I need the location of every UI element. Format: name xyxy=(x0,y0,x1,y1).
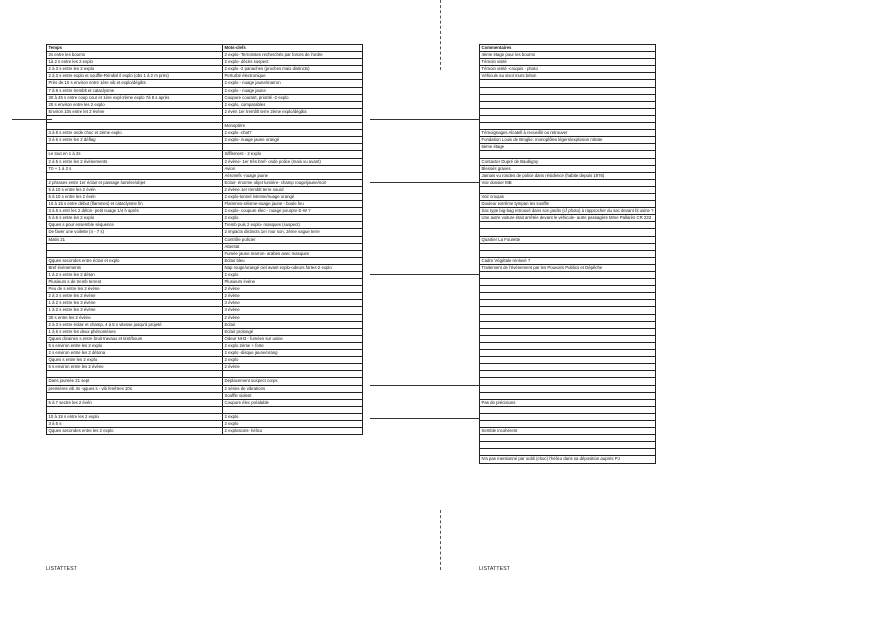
temps-cell: 5 à 10 s entre les 2 évén xyxy=(47,193,223,200)
temps-cell: 2 à 3 s entre les 2 explo xyxy=(47,66,223,73)
commentaire-cell: Jamais vu rondes de police dans résidence (habite depuis 1976) xyxy=(480,172,656,179)
commentaire-cell xyxy=(480,385,656,392)
table-row xyxy=(480,279,656,286)
commentaire-cell xyxy=(480,286,656,293)
commentaire-cell xyxy=(480,420,656,427)
table-row xyxy=(480,335,656,342)
commentaire-cell: Fondation Louis de Broglie: monoplôles légers/explosion nitrate xyxy=(480,137,656,144)
commentaire-cell: Sac type big-bag retrouvé dans son jardin (cf photo) à rapprocher du sac devant bl usine ? xyxy=(481,208,654,214)
commentaire-cell xyxy=(480,328,656,335)
table-row xyxy=(47,420,363,427)
mots-clefs-cell: 2 explo- Terroristes recherchés par forces de l'ordre xyxy=(223,52,363,59)
mots-clefs-cell: Eclair- énorme objet lumière- champ rouge/jaune/noir xyxy=(223,179,363,186)
table-row xyxy=(47,158,363,165)
temps-cell: T0 + 1 à 2 s xyxy=(47,165,223,172)
mots-clefs-cell: 2 séries de vibrations xyxy=(223,385,363,392)
table-row xyxy=(47,378,363,385)
temps-cell: Qques secondes entre les 2 explo xyxy=(47,428,223,435)
table-row xyxy=(47,371,363,378)
mots-clefs-cell: 2 explo - nuage jaune xyxy=(223,87,363,94)
commentaire-cell xyxy=(480,321,656,328)
mots-clefs-cell: Aéronefs -nuage jaune xyxy=(223,172,363,179)
table-row xyxy=(480,222,656,229)
table-row xyxy=(480,87,656,94)
mots-clefs-cell: 2 explo xyxy=(223,215,363,222)
table-row xyxy=(480,328,656,335)
separator-line xyxy=(370,119,480,120)
mots-clefs-cell: 2 évène xyxy=(223,314,363,321)
table-row xyxy=(480,456,656,463)
comments-table xyxy=(479,44,656,464)
mots-clefs-cell: Coupure courant, priorité -2 explo xyxy=(223,94,363,101)
table-row xyxy=(47,151,363,158)
commentaire-cell xyxy=(480,357,656,364)
table-row xyxy=(47,179,363,186)
mots-clefs-cell: 2 explo 2ème + forte xyxy=(223,342,363,349)
table-row xyxy=(480,442,656,449)
temps-cell: 1 à 2 s entre les 2 déton xyxy=(47,272,223,279)
table-row xyxy=(47,137,363,144)
mots-clefs-cell: Odeur NH3 - fumées sur usine xyxy=(223,335,363,342)
commentaire-cell xyxy=(480,80,656,87)
temps-cell: 2 à 3 s entre explo et souffle-Rèndisl il explo (obs 1 à 2 m près) xyxy=(47,73,223,80)
table-row xyxy=(480,144,656,151)
temps-cell: Peu de s entre les 2 évène xyxy=(47,286,223,293)
table-row xyxy=(47,335,363,342)
table-row xyxy=(480,186,656,193)
temps-cell: 1 à 5 s entre les deux phénomènes xyxy=(47,328,223,335)
table-row xyxy=(47,406,363,413)
table-row xyxy=(47,236,363,243)
mots-clefs-cell: 2 évène 1er tremblt terre sourd xyxy=(223,186,363,193)
table-row xyxy=(480,371,656,378)
commentaire-cell: Voir dossier MB xyxy=(480,179,656,186)
temps-cell: Le tout en 1 à 2s xyxy=(47,151,223,158)
table-row xyxy=(47,243,363,250)
mots-clefs-cell xyxy=(223,115,363,122)
table-row xyxy=(480,350,656,357)
temps-cell xyxy=(47,243,223,250)
mots-clefs-cell: 2 explo -2 panaches (proches mais distincts) xyxy=(223,66,363,73)
commentaire-cell: Véhicule au sisol murs béton xyxy=(480,73,656,80)
commentaire-cell: Pas de précisions xyxy=(480,399,656,406)
temps-cell: Qques s entre les 2 explo xyxy=(47,357,223,364)
header-mots-clefs: Mots-clefs xyxy=(223,45,363,52)
mots-clefs-cell: Eclair xyxy=(223,321,363,328)
table-row xyxy=(47,350,363,357)
table-row xyxy=(47,215,363,222)
mots-clefs-cell: Tremb puis 2 explo- masques (suspect) xyxy=(223,222,363,229)
temps-cell: 5 s environ entre les 2 explo xyxy=(47,342,223,349)
table-row xyxy=(480,172,656,179)
header-row xyxy=(480,45,656,52)
mots-clefs-cell: Avion xyxy=(223,165,363,172)
temps-cell: Près de 10 s environ entre 1ère vib et explo/dégâts xyxy=(47,80,223,87)
mots-clefs-cell: Coupure élec préalable xyxy=(223,399,363,406)
header-row xyxy=(47,45,363,52)
mots-clefs-cell: 3 évène xyxy=(223,300,363,307)
temps-cell: 30 s entre les 2 évène xyxy=(47,314,223,321)
temps-cell: Environ 10s entre let 2 évène xyxy=(47,108,223,115)
table-row xyxy=(47,399,363,406)
mots-clefs-cell: 2 évén 1er tremblt terre 2ème explo/dégâts xyxy=(223,108,363,115)
temps-cell xyxy=(47,172,223,179)
temps-cell: 20 s environ entre les 2 explo xyxy=(47,101,223,108)
commentaire-cell xyxy=(480,108,656,115)
table-row xyxy=(480,52,656,59)
table-row xyxy=(47,52,363,59)
commentaire-cell: Blessés graves xyxy=(480,165,656,172)
mots-clefs-cell: 3 évène xyxy=(223,307,363,314)
comments-table-body xyxy=(480,45,656,464)
temps-cell xyxy=(47,406,223,413)
commentaire-cell: Témoin visité -croquis - photo xyxy=(480,66,656,73)
mots-clefs-cell xyxy=(223,144,363,151)
temps-cell: premières vib 3s -qques s - vib fenêtres 10s xyxy=(47,385,223,392)
temps-cell: 5 à 10 s entre les 2 évén xyxy=(47,186,223,193)
commentaire-cell xyxy=(480,186,656,193)
table-row xyxy=(47,165,363,172)
temps-cell xyxy=(47,115,223,122)
table-row xyxy=(480,201,656,208)
table-row xyxy=(480,357,656,364)
commentaire-cell xyxy=(480,222,656,229)
commentaire-cell xyxy=(480,335,656,342)
table-row xyxy=(480,449,656,456)
table-row xyxy=(47,257,363,264)
table-row xyxy=(480,208,656,215)
table-row xyxy=(480,286,656,293)
table-row xyxy=(480,108,656,115)
temps-cell: 30 à 45 s entre coup cour et 1ère expl-2ème explo 7à 8 s après xyxy=(47,94,223,101)
mots-clefs-cell: 2 explo-tunnel intense/nuage orangé xyxy=(223,193,363,200)
commentaire-cell xyxy=(480,350,656,357)
mots-clefs-cell: 2 explo xyxy=(223,420,363,427)
commentaire-cell xyxy=(480,342,656,349)
commentaire-cell xyxy=(480,442,656,449)
table-row xyxy=(47,222,363,229)
mots-clefs-cell: 2 explo -chat? xyxy=(223,130,363,137)
commentaire-cell xyxy=(480,449,656,456)
table-row xyxy=(47,321,363,328)
commentaire-cell: Une autre voiture était arrêtée devant le véhicule- autre passagère Mme Pallarès CR 233 xyxy=(480,215,656,222)
table-row xyxy=(480,378,656,385)
table-row xyxy=(480,435,656,442)
mots-clefs-cell: 2 explo- nuage jaune orangé xyxy=(223,137,363,144)
commentaire-cell xyxy=(480,392,656,399)
fold-mark xyxy=(440,510,441,570)
temps-cell: 3 à 5 s entr les 2 déton- petit nuage 1/4 h après xyxy=(47,208,223,215)
table-row xyxy=(480,428,656,435)
table-row xyxy=(480,243,656,250)
mots-clefs-cell: Flammes-séisme-nuage jaune - boule feu xyxy=(223,201,363,208)
table-row xyxy=(47,101,363,108)
table-row xyxy=(47,87,363,94)
table-row xyxy=(480,165,656,172)
table-row xyxy=(47,115,363,122)
commentaire-cell xyxy=(480,101,656,108)
table-row xyxy=(47,201,363,208)
table-row xyxy=(47,193,363,200)
temps-cell: Plusieurs s de tremb terrest xyxy=(47,279,223,286)
commentaire-cell xyxy=(480,229,656,236)
mots-clefs-cell: 2 évène- 1er très bref- onde police (mais vu avant) xyxy=(223,158,363,165)
table-row xyxy=(47,208,363,215)
table-row xyxy=(480,321,656,328)
commentaire-cell: Traitement de l'évènement par les Pouvoirs Publics et Dépêche xyxy=(480,264,656,271)
table-row xyxy=(480,73,656,80)
temps-cell: 7 à 8 s entre tremblt et cataclysme xyxy=(47,87,223,94)
table-row xyxy=(47,272,363,279)
table-row xyxy=(47,364,363,371)
commentaire-cell: 4ème étage pour les bourns xyxy=(480,52,656,59)
table-row xyxy=(480,215,656,222)
table-row xyxy=(480,59,656,66)
separator-line xyxy=(370,418,480,419)
temps-cell: 1 à 2 s entre les 3 évène xyxy=(47,307,223,314)
table-row xyxy=(480,385,656,392)
table-row xyxy=(47,314,363,321)
temps-cell: 3 à 5 s entre les 2 déflag xyxy=(47,137,223,144)
temps-cell: 5 s environ entre les 2 évène xyxy=(47,364,223,371)
table-row xyxy=(47,73,363,80)
table-row xyxy=(480,250,656,257)
table-row xyxy=(47,80,363,87)
table-row xyxy=(480,80,656,87)
table-row xyxy=(480,413,656,420)
temps-cell: 2 phrases entre 1er éclair et passage lumière/objet xyxy=(47,179,223,186)
commentaire-cell: Semble incohérent xyxy=(480,428,656,435)
commentaire-cell: Voir croquis xyxy=(480,193,656,200)
temps-cell: Qques dizaines s entre bruit travaux et tiret/boum xyxy=(47,335,223,342)
table-row xyxy=(47,94,363,101)
commentaire-cell xyxy=(480,151,656,158)
table-row xyxy=(480,272,656,279)
table-row xyxy=(480,151,656,158)
table-row xyxy=(47,357,363,364)
mots-clefs-cell: 2 explo - nuage jaune/marron xyxy=(223,80,363,87)
commentaire-cell xyxy=(480,123,656,130)
header-commentaires: Commentaires xyxy=(480,45,656,52)
temps-cell xyxy=(47,392,223,399)
commentaire-cell xyxy=(480,279,656,286)
mots-clefs-cell xyxy=(223,406,363,413)
footer-left-label: LISTATTEST xyxy=(46,566,77,572)
fold-mark xyxy=(440,0,441,70)
temps-cell: 2 à 3 s entre les 2 évène xyxy=(47,293,223,300)
table-row xyxy=(47,130,363,137)
main-table xyxy=(46,44,363,435)
commentaire-cell xyxy=(480,115,656,122)
commentaire-cell: Quartier La Fourette xyxy=(480,236,656,243)
table-row xyxy=(480,101,656,108)
mots-clefs-cell: 2 explo xyxy=(223,357,363,364)
mots-clefs-cell: Plusieurs évène xyxy=(223,279,363,286)
commentaire-cell xyxy=(480,406,656,413)
mots-clefs-cell: Contrôle policier xyxy=(223,236,363,243)
table-row xyxy=(480,123,656,130)
separator-line xyxy=(12,119,52,120)
table-row xyxy=(480,300,656,307)
table-row xyxy=(47,264,363,271)
mots-clefs-cell: 2 explo xyxy=(223,272,363,279)
commentaire-cell: 6ème étage xyxy=(480,144,656,151)
table-row xyxy=(480,158,656,165)
temps-cell: Matin 21 xyxy=(47,236,223,243)
table-row xyxy=(47,186,363,193)
mots-clefs-cell: Sifflement - 2 explo xyxy=(223,151,363,158)
temps-cell: De faver une voilette (4 - 7 s) xyxy=(47,229,223,236)
temps-cell: 1 à 2 s entre les 3 évène xyxy=(47,300,223,307)
temps-cell: 5 à 7 sectre les 2 évén xyxy=(47,399,223,406)
table-row xyxy=(47,293,363,300)
table-row xyxy=(47,385,363,392)
table-row xyxy=(480,179,656,186)
temps-cell: 3 à 8 s entre onde choc et 2ème explo xyxy=(47,130,223,137)
separator-line xyxy=(370,385,480,386)
table-row xyxy=(480,392,656,399)
table-row xyxy=(47,229,363,236)
temps-cell: 1à 2 s entre les 2 explo xyxy=(47,59,223,66)
mots-clefs-cell: Souffle violent xyxy=(223,392,363,399)
commentaire-cell: Témoignages Alcatell à recueillir ou retrouver xyxy=(480,130,656,137)
table-row xyxy=(480,364,656,371)
table-row xyxy=(47,413,363,420)
commentaire-cell xyxy=(480,413,656,420)
commentaire-cell: Témoin visité xyxy=(480,59,656,66)
mots-clefs-cell: 2 explo- décès suspect xyxy=(223,59,363,66)
table-row xyxy=(480,293,656,300)
separator-line xyxy=(370,274,480,275)
mots-clefs-cell xyxy=(223,371,363,378)
table-row xyxy=(480,236,656,243)
table-row xyxy=(47,307,363,314)
commentaire-cell xyxy=(480,87,656,94)
table-row xyxy=(47,328,363,335)
temps-cell: 3 à 5 s xyxy=(47,420,223,427)
mots-clefs-cell: Fumée jaune marron- arabes avec masques xyxy=(223,250,363,257)
temps-cell: 2 s environ entre les 2 détona xyxy=(47,350,223,357)
main-table-body xyxy=(47,45,363,435)
table-row xyxy=(47,250,363,257)
table-row xyxy=(480,66,656,73)
temps-cell: 10 à 15 s entre les 2 explo xyxy=(47,413,223,420)
temps-cell: 2 à 3 s entre éclair et champ, 4 à 5 s vitesse jusqu'à projeté xyxy=(47,321,223,328)
temps-cell: 10 à 15 s entre début (flammes) et cataclysme fin xyxy=(47,201,223,208)
mots-clefs-cell: Déplacement suspect corps xyxy=(223,378,363,385)
commentaire-cell xyxy=(480,272,656,279)
mots-clefs-cell: Attentat xyxy=(223,243,363,250)
table-row xyxy=(47,59,363,66)
mots-clefs-cell: Nap rouge/orangé ciel avant explo-odeurs fortes-2 explo xyxy=(223,264,363,271)
commentaire-cell: Cadre Végétale renlové ? xyxy=(480,257,656,264)
commentaire-cell xyxy=(480,314,656,321)
commentaire-cell xyxy=(480,243,656,250)
table-row xyxy=(480,193,656,200)
mots-clefs-cell: 2 explo -disque jaune/orang xyxy=(223,350,363,357)
mots-clefs-cell: 2 évène xyxy=(223,286,363,293)
table-row xyxy=(47,279,363,286)
mots-clefs-cell: 2 évène xyxy=(223,293,363,300)
table-row xyxy=(480,94,656,101)
table-row xyxy=(480,420,656,427)
commentaire-cell xyxy=(480,293,656,300)
temps-cell: Qques secondes entre éclair et explo xyxy=(47,257,223,264)
table-row xyxy=(480,307,656,314)
commentaire-cell: Douleur extrême tympan les souffle xyxy=(480,201,656,208)
table-row xyxy=(47,286,363,293)
commentaire-cell xyxy=(480,364,656,371)
table-row xyxy=(480,257,656,264)
table-row xyxy=(480,137,656,144)
footer-right-label: LISTATTEST xyxy=(479,566,510,572)
mots-clefs-cell: 2 explo, comparables xyxy=(223,101,363,108)
mots-clefs-cell: Eclair bleu xyxy=(223,257,363,264)
temps-cell xyxy=(47,371,223,378)
table-row xyxy=(480,264,656,271)
header-temps: Temps xyxy=(47,45,223,52)
table-row xyxy=(47,66,363,73)
mots-clefs-cell: 2 explo xyxy=(223,413,363,420)
table-row xyxy=(480,314,656,321)
commentaire-cell: Contacter Dupré de Baubigny xyxy=(480,158,656,165)
mots-clefs-cell: 2 évène xyxy=(223,364,363,371)
commentaire-cell xyxy=(480,250,656,257)
table-row xyxy=(47,144,363,151)
commentaire-cell xyxy=(480,300,656,307)
table-row xyxy=(47,123,363,130)
commentaire-cell xyxy=(480,307,656,314)
temps-cell: 2s entre les bourns xyxy=(47,52,223,59)
commentaire-cell xyxy=(480,378,656,385)
table-row xyxy=(47,172,363,179)
separator-line xyxy=(370,182,480,183)
table-row xyxy=(480,399,656,406)
table-row xyxy=(47,428,363,435)
temps-cell: Bref évènements xyxy=(47,264,223,271)
table-row xyxy=(47,392,363,399)
temps-cell xyxy=(47,144,223,151)
temps-cell: Dans journée 21 sept xyxy=(47,378,223,385)
temps-cell: 2 à 5 s entre les 2 évènements xyxy=(47,158,223,165)
temps-cell: Qques s pour ensemble séquence xyxy=(47,222,223,229)
temps-cell xyxy=(47,123,223,130)
mots-clefs-cell: 2 explo- coupure élec - nuage pourpre E-W ? xyxy=(223,208,363,215)
mots-clefs-cell: Eclair prolongé xyxy=(223,328,363,335)
commentaire-cell xyxy=(480,435,656,442)
table-row xyxy=(480,342,656,349)
mots-clefs-cell: Monoptère xyxy=(223,123,363,130)
mots-clefs-cell: 2 explosions- hélico xyxy=(223,428,363,435)
commentaire-cell xyxy=(480,371,656,378)
temps-cell: 5 à 6 s entre les 2 explo xyxy=(47,215,223,222)
commentaire-cell: N'a pas mentionné par oubli (choc) l'hélico dans sa déposition auprès PJ xyxy=(480,456,656,463)
table-row xyxy=(47,300,363,307)
table-row xyxy=(47,342,363,349)
temps-cell xyxy=(47,250,223,257)
mots-clefs-cell: 2 impacts distincts 1er mur son, 2ème vague terre xyxy=(223,229,363,236)
table-row xyxy=(480,229,656,236)
table-row xyxy=(480,130,656,137)
mots-clefs-cell: Perturbé électronique xyxy=(223,73,363,80)
table-row xyxy=(480,115,656,122)
table-row xyxy=(47,108,363,115)
commentaire-cell xyxy=(480,94,656,101)
table-row xyxy=(480,406,656,413)
